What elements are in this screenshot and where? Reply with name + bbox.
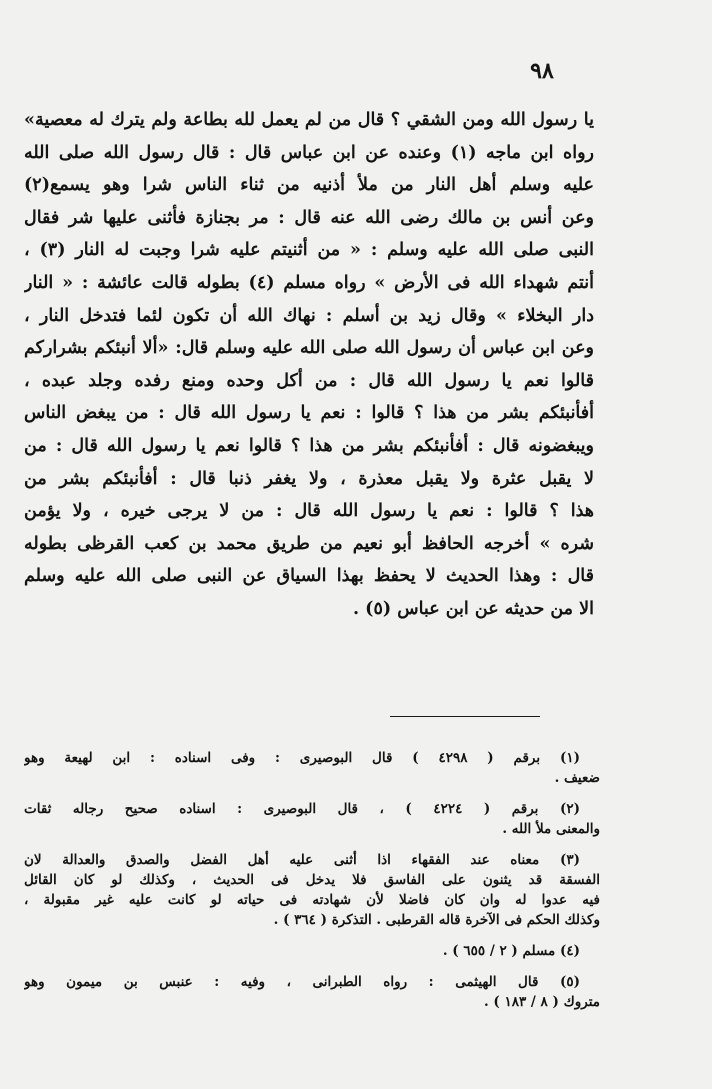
footnote-line: متروك ( ٨ / ١٨٣ ) . (483, 994, 600, 1010)
text-line: دار البخلاء » وقال زيد بن أسلم : نهاك الله أن تكون لئما فتدخل النار ، (24, 305, 594, 326)
footnote-2 (24, 799, 600, 839)
footnote-line: (١) برقم ( ٤٢٩٨ ) قال البوصيرى : وفى اسناده : ابن لهيعة وهو (24, 750, 580, 766)
footnote-1 (24, 748, 600, 788)
text-line: رواه ابن ماجه (١) وعنده عن ابن عباس قال : قال رسول الله صلى الله (24, 142, 594, 163)
text-line: وعن أنس بن مالك رضى الله عنه قال : مر بجنازة فأثنى عليها شر فقال (24, 207, 594, 228)
text-line: عليه وسلم أهل النار من ملأ أذنيه من ثناء الناس شرا وهو يسمع(٢) (24, 175, 594, 196)
text-line: أنتم شهداء الله فى الأرض » رواه مسلم (٤) بطوله قالت عائشة : « النار (24, 272, 594, 293)
footnote-5 (24, 972, 600, 1012)
footnote-line: والمعنى ملأ الله . (502, 821, 600, 837)
text-line: النبى صلى الله عليه وسلم : « من أثنيتم عليه شرا وجبت له النار (٣) ، (24, 240, 594, 261)
text-line: هذا ؟ قالوا : نعم يا رسول الله قال : من لا يرجى خيره ، ولا يؤمن (24, 501, 594, 522)
text-line: لا يقبل عثرة ولا يقبل معذرة ، ولا يغفر ذنبا قال : أفأنبئكم بشر من (24, 468, 594, 489)
footnote-line: وكذلك الحكم فى الآخرة قاله القرطبى . التذكرة ( ٣٦٤ ) . (273, 912, 600, 928)
footnote-line: فيه عدوا له وان كان فاضلا لأن شهادته فى حياته لو كانت عليه غير مقبولة ، (24, 892, 600, 908)
footnote-separator (390, 716, 540, 717)
footnote-line: (٢) برقم ( ٤٢٢٤ ) ، قال البوصيرى : اسناده صحيح رجاله ثقات (24, 801, 580, 817)
text-line: يا رسول الله ومن الشقي ؟ قال من لم يعمل لله بطاعة ولم يترك له معصية» (24, 110, 594, 130)
text-line: ويبغضونه قال : أفأنبئكم بشر من هذا ؟ قالوا نعم يا رسول الله قال : من (24, 435, 594, 456)
footnote-line: ضعيف . (554, 770, 600, 786)
main-text (24, 104, 594, 626)
text-line: شره » أخرجه الحافظ أبو نعيم من طريق محمد بن كعب القرظى بطوله (24, 533, 594, 554)
text-line: قالوا نعم يا رسول الله قال : من أكل وحده ومنع رفده وجلد عبده ، (24, 370, 594, 391)
text-line: وعن ابن عباس أن رسول الله صلى الله عليه وسلم قال: «ألا أنبئكم بشراركم (24, 338, 594, 359)
text-line: الا من حديثه عن ابن عباس (٥) . (352, 598, 594, 619)
footnote-line: (٤) مسلم ( ٢ / ٦٥٥ ) . (442, 943, 580, 959)
text-line: قال : وهذا الحديث لا يحفظ بهذا السياق عن النبى صلى الله عليه وسلم (24, 566, 594, 587)
footnote-4 (24, 941, 600, 961)
footnotes (24, 748, 600, 1023)
footnote-3 (24, 850, 600, 930)
footnote-line: الفسقة قد يثنون على الفاسق فلا يدخل فى الحديث ، وكذلك لو كان القائل (24, 872, 600, 888)
footnote-line: (٣) معناه عند الفقهاء اذا أثنى عليه أهل الفضل والصدق والعدالة لان (24, 852, 580, 868)
footnote-line: (٥) قال الهيثمى : رواه الطبرانى ، وفيه : عنبس بن ميمون وهو (24, 974, 580, 990)
page-number: ٩٨ (530, 58, 554, 84)
text-line: أفأنبئكم بشر من هذا ؟ قالوا : نعم يا رسول الله قال : من يبغض الناس (24, 403, 594, 424)
